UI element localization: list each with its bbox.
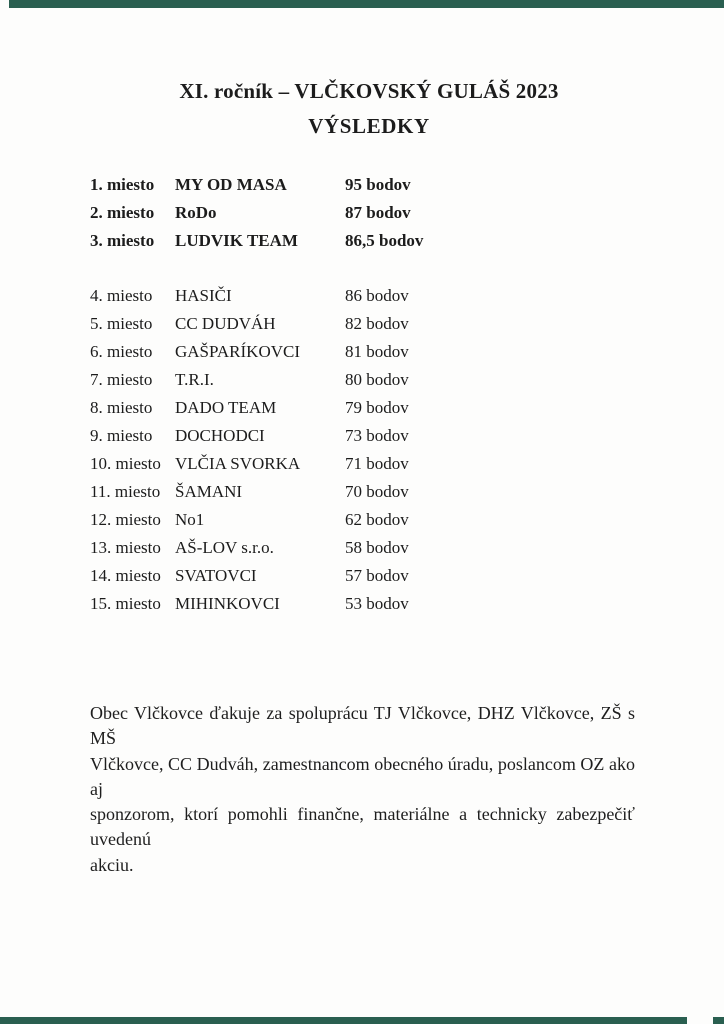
result-place: 3. miesto: [90, 231, 155, 250]
results-top-group: [90, 171, 570, 255]
result-team: No1: [175, 510, 205, 529]
scan-edge-bottom: [0, 1017, 687, 1024]
page-subtitle: VÝSLEDKY: [308, 114, 430, 138]
result-team: MIHINKOVCI: [175, 594, 280, 613]
result-place: 15. miesto: [90, 594, 161, 613]
result-place: 2. miesto: [90, 203, 155, 222]
result-place: 13. miesto: [90, 538, 161, 557]
result-place: 14. miesto: [90, 566, 161, 585]
result-place: 5. miesto: [90, 314, 153, 333]
result-row: [90, 366, 570, 394]
result-row: [90, 338, 570, 366]
result-row: [90, 171, 570, 199]
results-rest-group: [90, 282, 570, 618]
result-points: 80 bodov: [345, 370, 409, 389]
result-place: 8. miesto: [90, 398, 153, 417]
scan-edge-top: [9, 0, 724, 8]
result-points: 86 bodov: [345, 286, 409, 305]
result-points: 71 bodov: [345, 454, 409, 473]
acknowledgement-line: Obec Vlčkovce ďakuje za spoluprácu TJ Vlčkovce, DHZ Vlčkovce, ZŠ s MŠ: [90, 703, 635, 749]
results-list: [90, 171, 570, 618]
result-team: AŠ-LOV s.r.o.: [175, 538, 274, 557]
result-team: LUDVIK TEAM: [175, 231, 298, 250]
result-team: CC DUDVÁH: [175, 314, 276, 333]
result-points: 86,5 bodov: [345, 231, 424, 250]
result-place: 7. miesto: [90, 370, 153, 389]
result-place: 10. miesto: [90, 454, 161, 473]
result-place: 6. miesto: [90, 342, 153, 361]
result-row: [90, 534, 570, 562]
result-points: 73 bodov: [345, 426, 409, 445]
result-row: [90, 227, 570, 255]
result-team: DADO TEAM: [175, 398, 277, 417]
result-points: 81 bodov: [345, 342, 409, 361]
result-points: 82 bodov: [345, 314, 409, 333]
result-row: [90, 450, 570, 478]
result-place: 12. miesto: [90, 510, 161, 529]
result-team: ŠAMANI: [175, 482, 243, 501]
title-block: [14, 79, 724, 138]
result-place: 11. miesto: [90, 482, 161, 501]
result-team: HASIČI: [175, 286, 232, 305]
result-row: [90, 478, 570, 506]
result-team: MY OD MASA: [175, 175, 287, 194]
result-points: 58 bodov: [345, 538, 409, 557]
result-points: 87 bodov: [345, 203, 411, 222]
result-row: [90, 282, 570, 310]
result-points: 57 bodov: [345, 566, 409, 585]
result-place: 9. miesto: [90, 426, 153, 445]
result-team: DOCHODCI: [175, 426, 265, 445]
result-team: VLČIA SVORKA: [175, 454, 301, 473]
acknowledgement-line: Vlčkovce, CC Dudváh, zamestnancom obecného úradu, poslancom OZ ako aj: [90, 753, 635, 799]
result-points: 62 bodov: [345, 510, 409, 529]
result-place: 4. miesto: [90, 286, 153, 305]
page-title: XI. ročník – VLČKOVSKÝ GULÁŠ 2023: [179, 79, 559, 103]
result-row: [90, 590, 570, 618]
result-row: [90, 422, 570, 450]
result-team: SVATOVCI: [175, 566, 257, 585]
result-row: [90, 199, 570, 227]
result-points: 53 bodov: [345, 594, 409, 613]
acknowledgement-line: akciu.: [90, 854, 134, 875]
result-points: 79 bodov: [345, 398, 409, 417]
result-row: [90, 310, 570, 338]
result-points: 70 bodov: [345, 482, 409, 501]
result-row: [90, 562, 570, 590]
acknowledgement-paragraph: [90, 701, 635, 878]
result-team: RoDo: [175, 203, 217, 222]
result-row: [90, 506, 570, 534]
scan-edge-corner: [713, 1017, 724, 1024]
acknowledgement-line: sponzorom, ktorí pomohli finančne, materiálne a technicky zabezpečiť uvedenú: [90, 804, 635, 850]
result-team: GAŠPARÍKOVCI: [175, 342, 301, 361]
result-team: T.R.I.: [175, 370, 214, 389]
result-points: 95 bodov: [345, 175, 411, 194]
result-row: [90, 394, 570, 422]
result-place: 1. miesto: [90, 175, 155, 194]
